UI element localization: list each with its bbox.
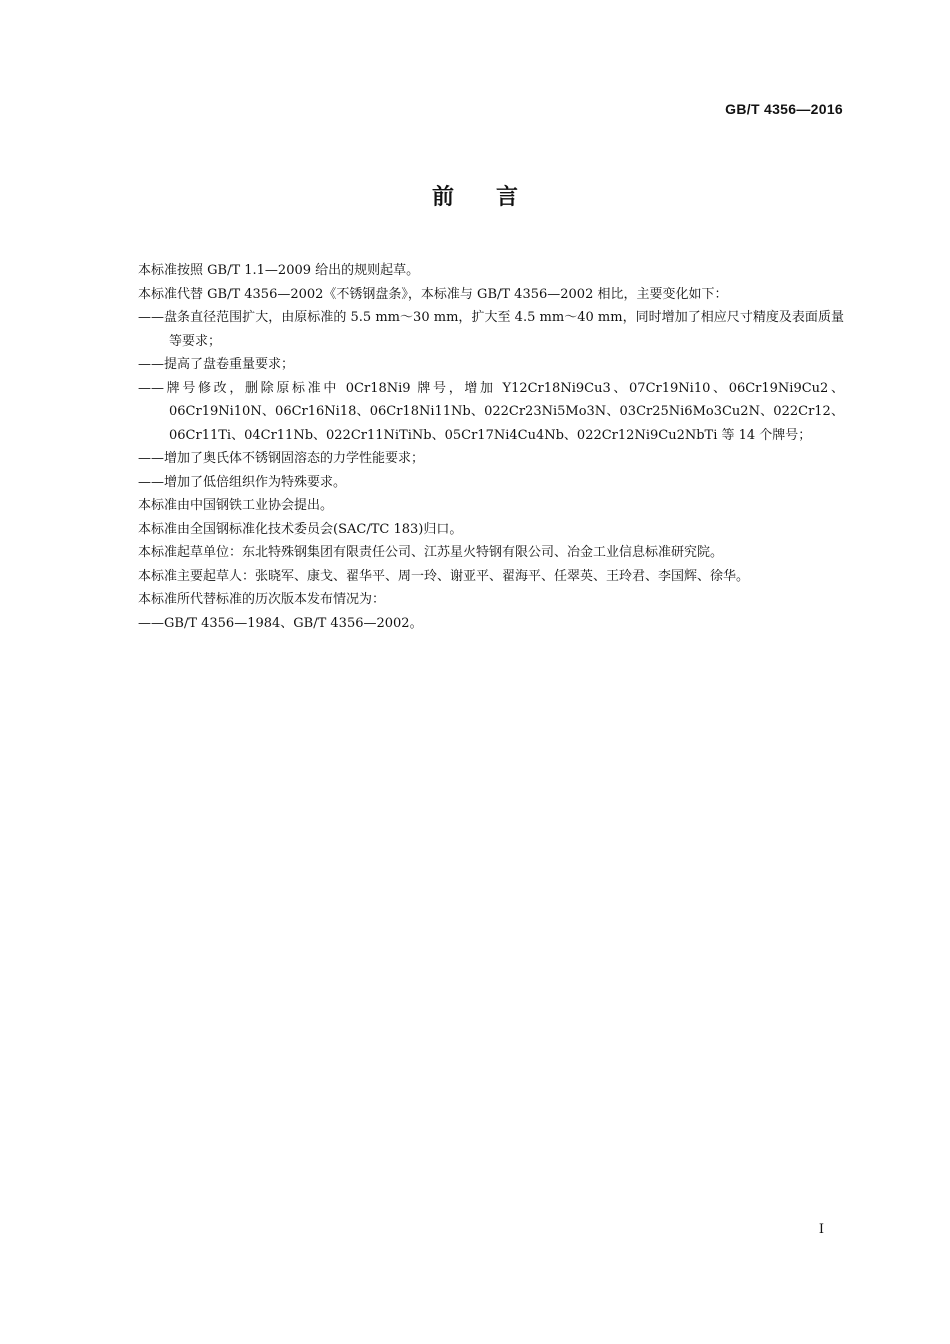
standard-code: GB/T 4356—2016	[725, 101, 843, 117]
change-item-grades: ——牌号修改，删除原标准中 0Cr18Ni9 牌号，增加 Y12Cr18Ni9Cu3、07Cr19Ni10、06Cr19Ni9Cu2、06Cr19Ni10N、06Cr16Ni18、06Cr18Ni11Nb、022Cr23Ni5Mo3N、03Cr25Ni6Mo3Cu2N、022Cr12、06Cr11Ti、04Cr11Nb、022Cr11NiTiNb、05Cr17Ni4Cu4Nb、022Cr12Ni9Cu2NbTi 等 14 个牌号；	[138, 380, 844, 443]
paragraph-drafters: 本标准主要起草人：张晓军、康戈、翟华平、周一玲、谢亚平、翟海平、任翠英、王玲君、李国辉、徐华。	[138, 568, 750, 584]
page-number: I	[818, 1222, 824, 1237]
document-body	[107, 259, 844, 635]
previous-editions-list: ——GB/T 4356—1984、GB/T 4356—2002。	[138, 615, 423, 631]
change-item-diameter: ——盘条直径范围扩大，由原标准的 5.5 mm～30 mm，扩大至 4.5 mm～40 mm，同时增加了相应尺寸精度及表面质量等要求；	[138, 310, 844, 349]
paragraph-replacement: 本标准代替 GB/T 4356—2002《不锈钢盘条》，本标准与 GB/T 4356—2002 相比，主要变化如下：	[138, 286, 728, 302]
paragraph-previous-editions: 本标准所代替标准的历次版本发布情况为：	[138, 592, 386, 607]
page-title: 前言	[431, 185, 560, 210]
paragraph-drafting-rules: 本标准按照 GB/T 1.1—2009 给出的规则起草。	[138, 263, 420, 278]
change-item-mechanical: ——增加了奥氏体不锈钢固溶态的力学性能要求；	[138, 451, 425, 466]
paragraph-proposed-by: 本标准由中国钢铁工业协会提出。	[138, 498, 334, 513]
change-item-coil-weight: ——提高了盘卷重量要求；	[138, 357, 295, 372]
paragraph-drafting-units: 本标准起草单位：东北特殊钢集团有限责任公司、江苏星火特钢有限公司、冶金工业信息标准研究院。	[138, 545, 724, 560]
change-item-macrostructure: ——增加了低倍组织作为特殊要求。	[138, 474, 347, 490]
paragraph-centralized-by: 本标准由全国钢标准化技术委员会(SAC/TC 183)归口。	[138, 521, 463, 537]
